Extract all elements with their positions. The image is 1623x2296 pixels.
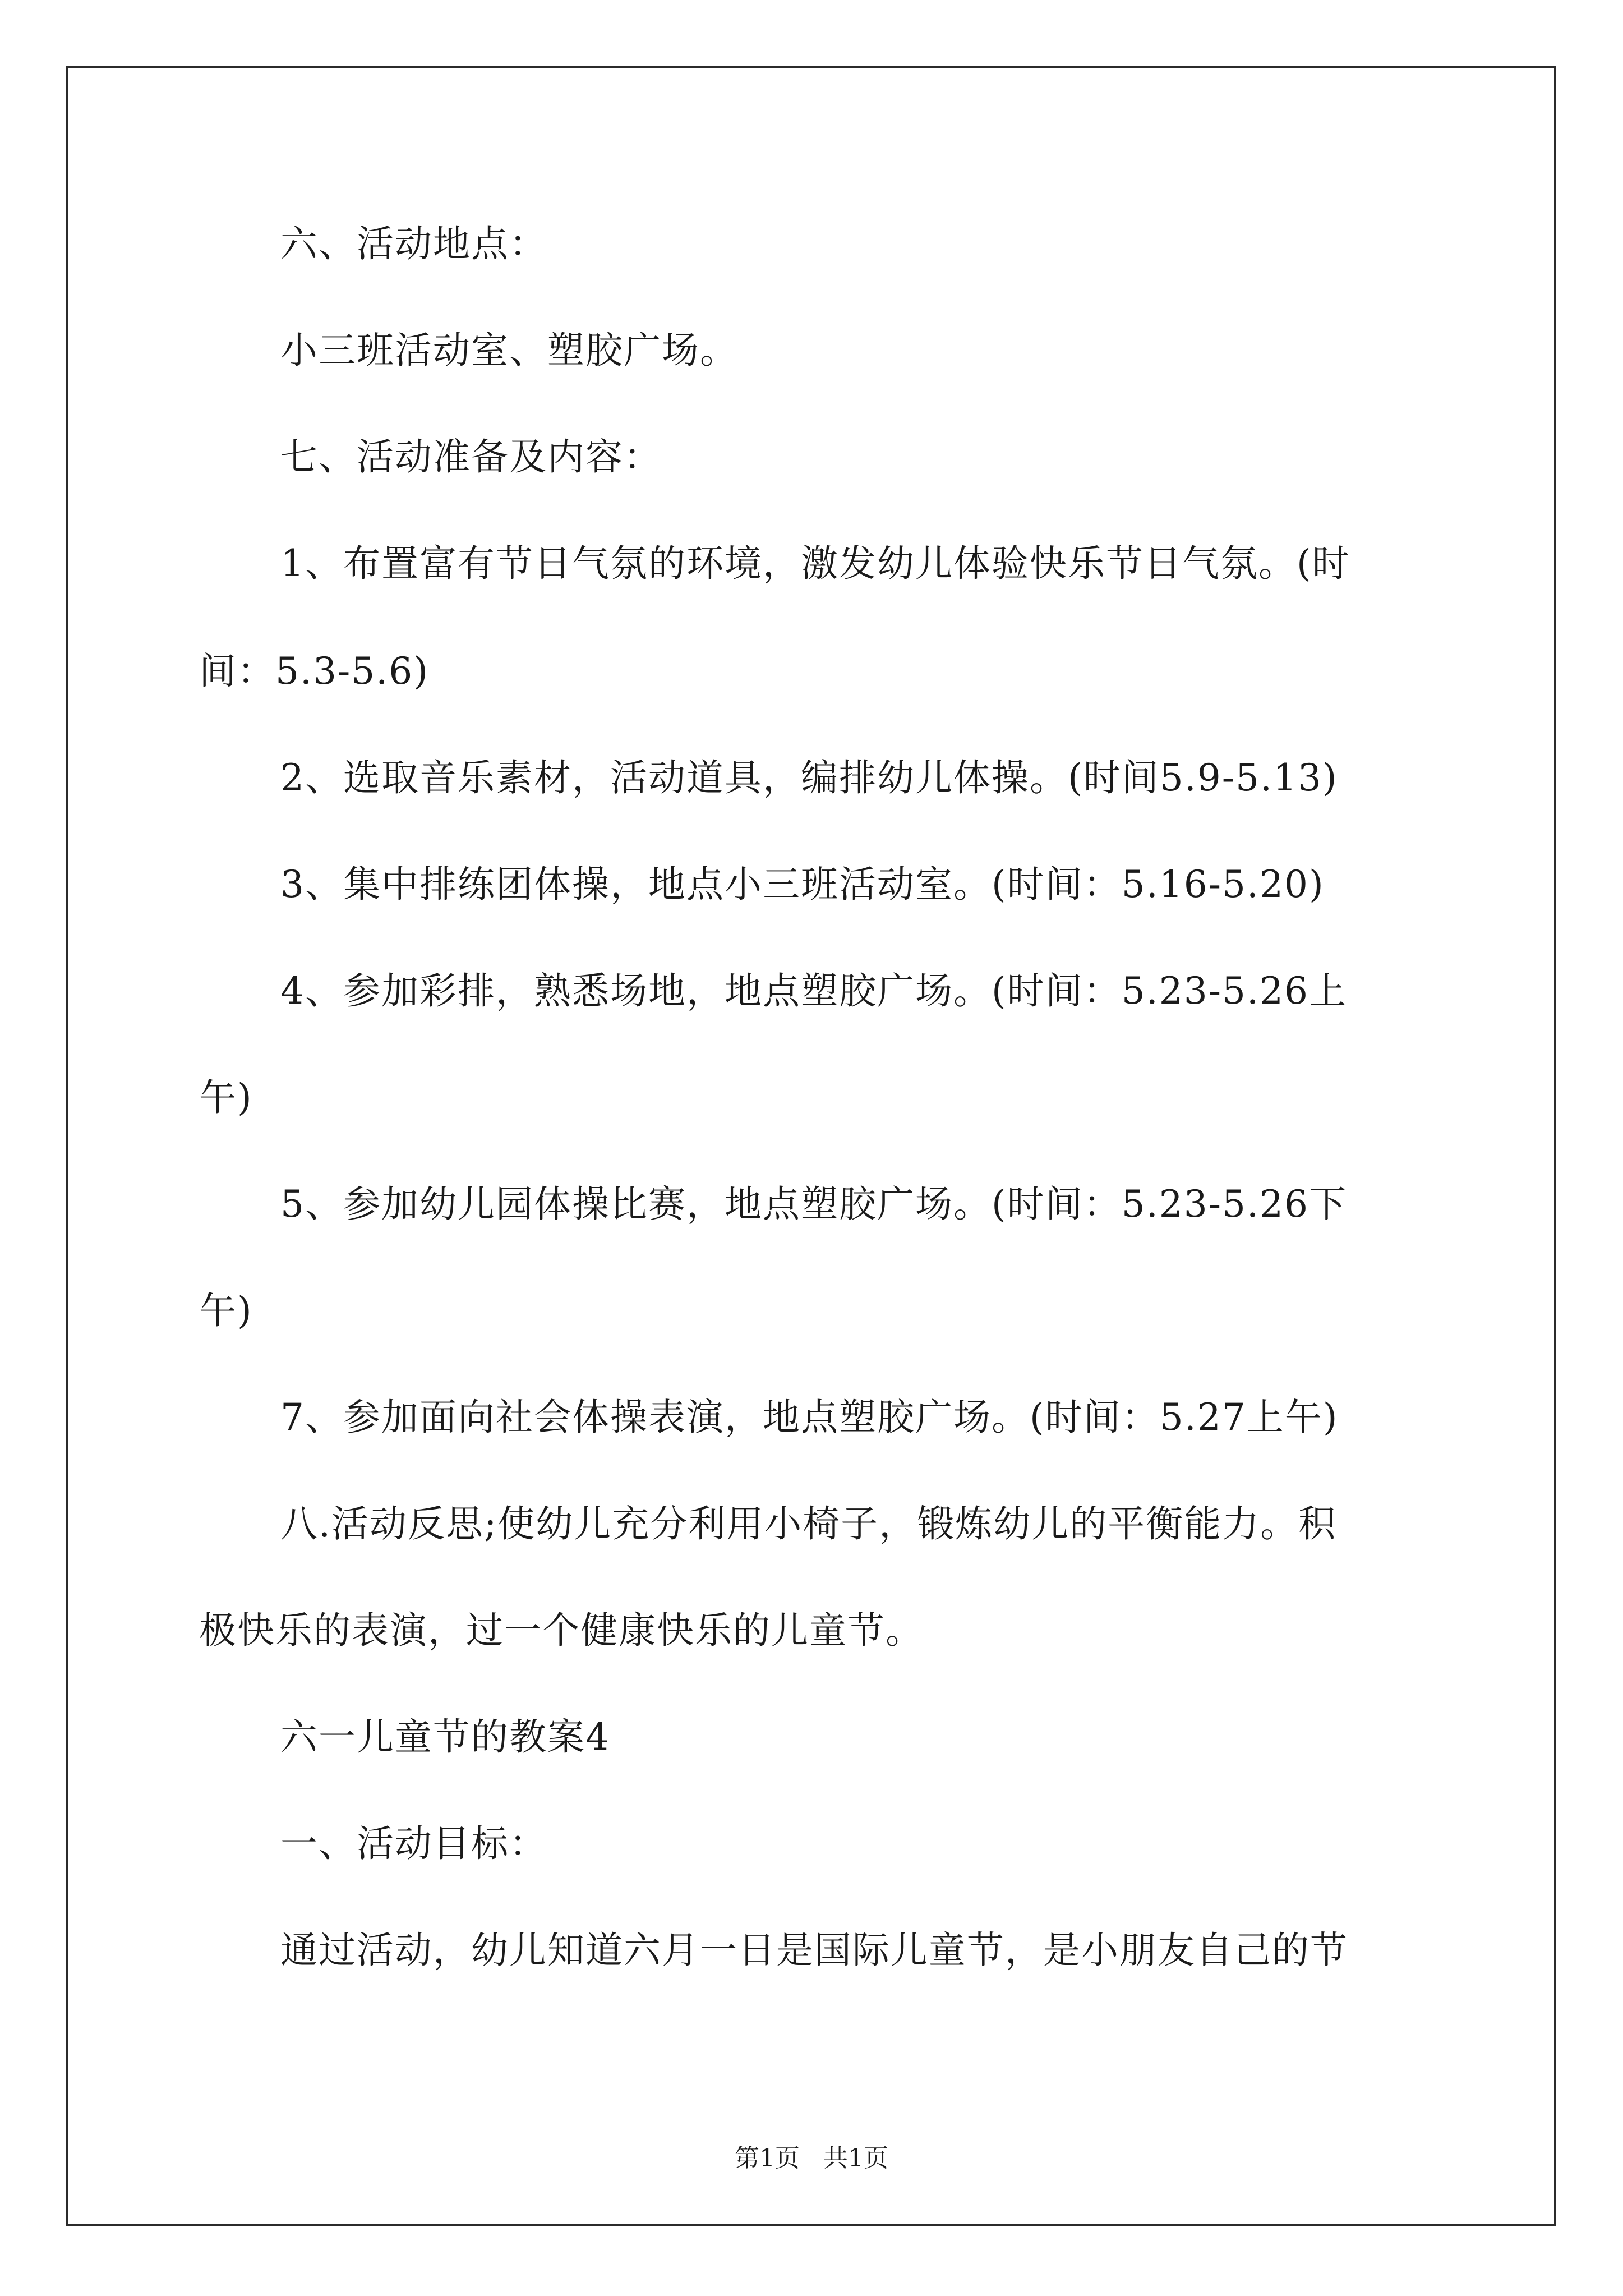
text-line: 小三班活动室、塑胶广场。	[280, 329, 738, 372]
text-line: 2、选取音乐素材，活动道具，编排幼儿体操。(时间5.9-5.13)	[280, 756, 1338, 799]
text-line: 4、参加彩排，熟悉场地，地点塑胶广场。(时间：5.23-5.26上	[280, 969, 1347, 1013]
text-line: 通过活动，幼儿知道六月一日是国际儿童节，是小朋友自己的节	[280, 1929, 1348, 1972]
page-border	[66, 66, 1556, 2226]
text-line: 1、布置富有节日气氛的环境，激发幼儿体验快乐节日气氛。(时	[280, 542, 1350, 585]
text-line: 极快乐的表演，过一个健康快乐的儿童节。	[199, 1609, 924, 1652]
text-line: 7、参加面向社会体操表演，地点塑胶广场。(时间：5.27上午)	[280, 1396, 1339, 1439]
text-line: 八.活动反思;使幼儿充分利用小椅子，锻炼幼儿的平衡能力。积	[280, 1502, 1337, 1545]
text-line: 3、集中排练团体操，地点小三班活动室。(时间：5.16-5.20)	[280, 863, 1325, 906]
text-line: 七、活动准备及内容：	[280, 435, 662, 478]
text-line: 午)	[199, 1076, 253, 1119]
text-line: 六、活动地点：	[280, 222, 547, 265]
text-line: 午)	[199, 1289, 253, 1332]
text-line: 一、活动目标：	[280, 1822, 547, 1865]
text-line: 5、参加幼儿园体操比赛，地点塑胶广场。(时间：5.23-5.26下	[280, 1182, 1347, 1226]
text-line: 六一儿童节的教案4	[280, 1715, 610, 1759]
text-line: 间：5.3-5.6)	[199, 650, 429, 693]
page-footer: 第1页 共1页	[735, 2144, 888, 2173]
